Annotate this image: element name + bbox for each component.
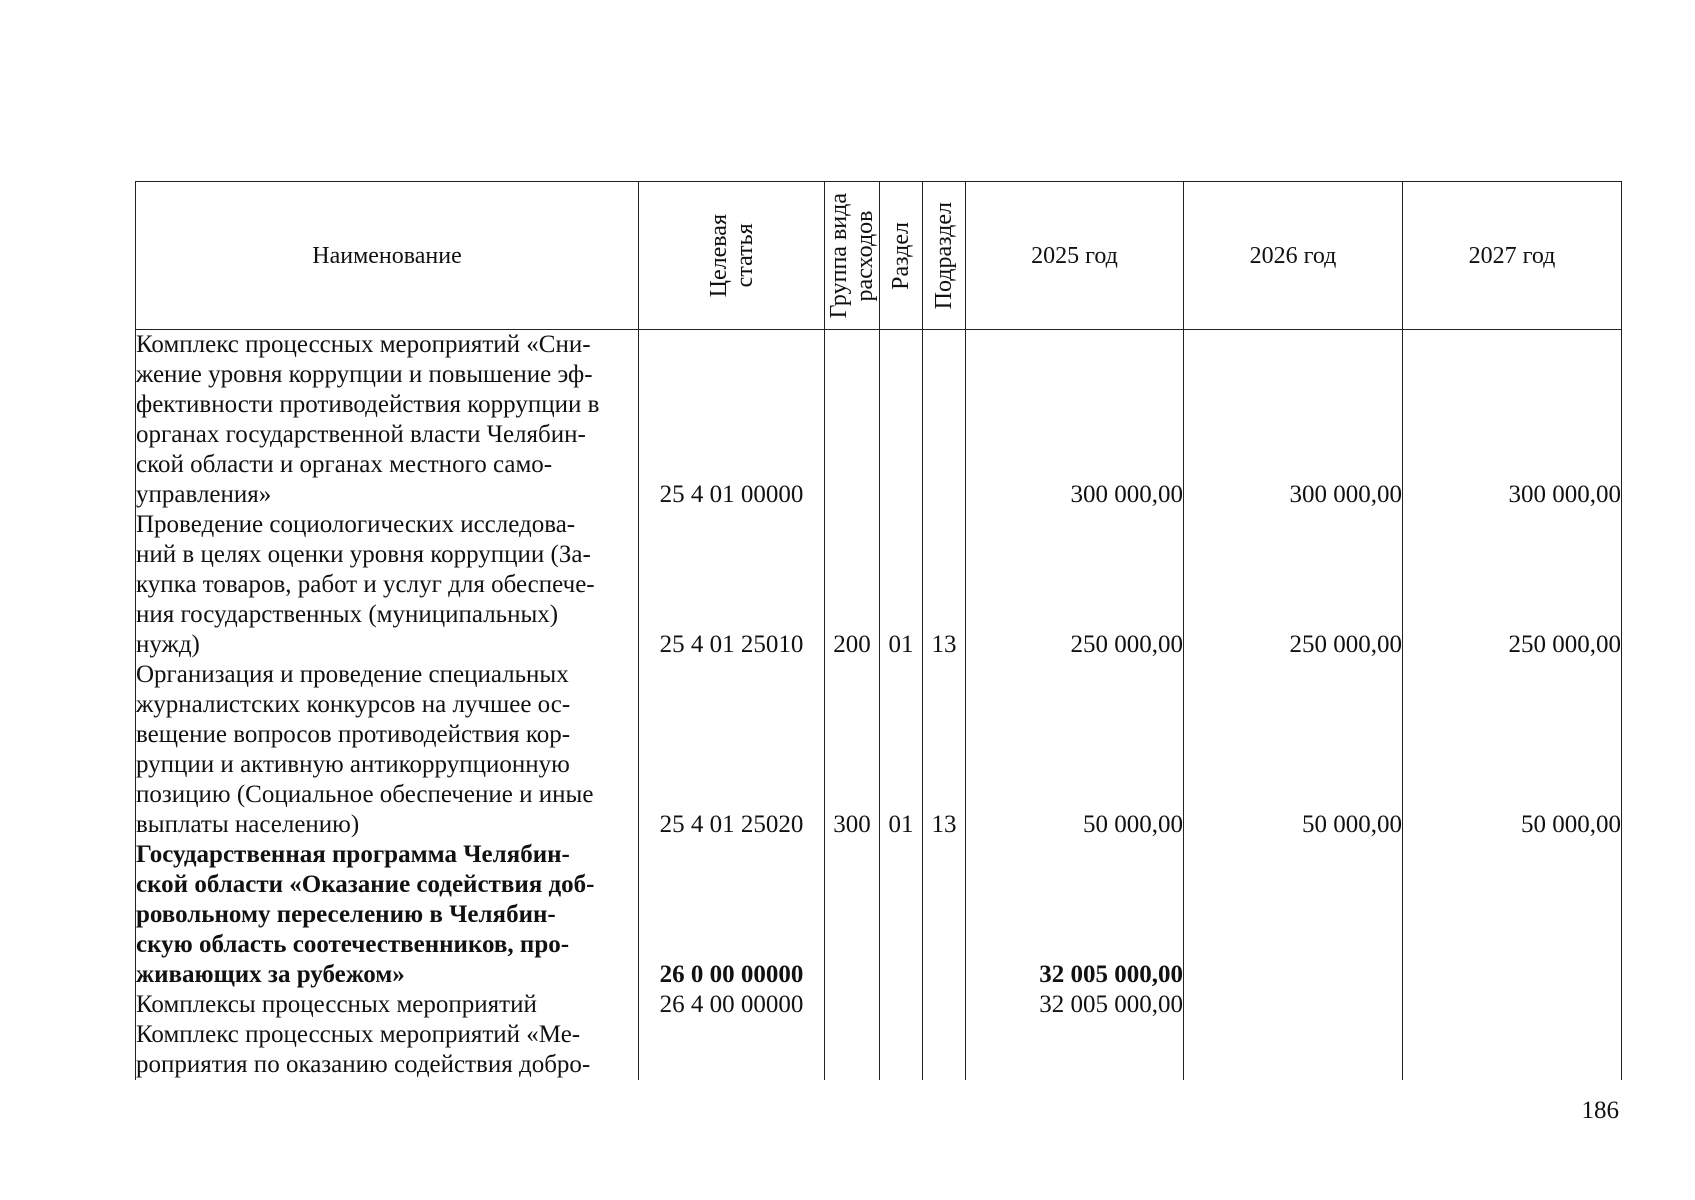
row-name-line: рупции и активную антикоррупционную [136,751,570,778]
row-subsection [923,990,966,1020]
row-subsection [923,1020,966,1080]
header-year-2025: 2025 год [966,182,1184,330]
row-target-item: 25 4 01 25020 [639,660,825,840]
row-amount-2025: 32 005 000,00 [966,990,1184,1020]
page-number: 186 [1581,1097,1619,1124]
row-expense-group: 300 [825,660,880,840]
header-target-item-text: Целевая статья [705,213,758,298]
row-name [136,510,639,660]
row-name-line: ской области и органах местного само- [136,451,553,478]
row-amount-2026 [1184,1020,1403,1080]
row-amount-2026 [1184,990,1403,1020]
row-name-line: вещение вопросов противодействия кор- [136,721,571,748]
row-subsection: 13 [923,660,966,840]
row-amount-2027 [1403,990,1622,1020]
budget-table [135,181,1622,1080]
row-amount-2027: 250 000,00 [1403,510,1622,660]
header-name: Наименование [136,182,639,330]
row-amount-2026: 300 000,00 [1184,330,1403,511]
header-year-2027: 2027 год [1403,182,1622,330]
row-name-line: Комплекс процессных мероприятий «Сни- [136,331,591,358]
row-name-line: ровольному переселению в Челябин- [136,901,556,928]
row-target-item: 25 4 01 25010 [639,510,825,660]
row-amount-2025: 50 000,00 [966,660,1184,840]
row-name-line: ской области «Оказание содействия доб- [136,871,595,898]
row-expense-group [825,1020,880,1080]
row-target-item: 26 0 00 00000 [639,840,825,990]
table-header-row [136,182,1622,330]
row-section: 01 [880,510,923,660]
row-amount-2026: 50 000,00 [1184,660,1403,840]
row-amount-2025: 250 000,00 [966,510,1184,660]
row-target-item [639,1020,825,1080]
row-name-line: Комплекс процессных мероприятий «Ме- [136,1021,581,1048]
table-row [136,840,1622,990]
row-name-line: Государственная программа Челябин- [136,841,570,868]
row-name [136,990,639,1020]
row-name-line: Организация и проведение специальных [136,661,569,688]
row-name-line: ния государственных (муниципальных) [136,601,559,628]
table-row [136,330,1622,511]
row-name-line: жение уровня коррупции и повышение эф- [136,361,593,388]
row-name [136,330,639,511]
row-section [880,330,923,511]
row-name-line: нужд) [136,631,200,658]
header-expense-group [825,182,880,330]
row-name-line: ний в целях оценки уровня коррупции (За- [136,541,591,568]
row-target-item: 26 4 00 00000 [639,990,825,1020]
row-name-line: купка товаров, работ и услуг для обеспече- [136,571,595,598]
row-name-line: живающих за рубежом» [136,961,405,988]
row-amount-2026: 250 000,00 [1184,510,1403,660]
row-name-line: скую область соотечественников, про- [136,931,570,958]
row-expense-group: 200 [825,510,880,660]
row-expense-group [825,840,880,990]
row-name-line: фективности противодействия коррупции в [136,391,600,418]
row-name-line: роприятия по оказанию содействия добро- [136,1051,591,1078]
row-amount-2027 [1403,840,1622,990]
row-expense-group [825,990,880,1020]
row-name [136,840,639,990]
header-subsection: Подраздел [923,182,966,330]
row-amount-2026 [1184,840,1403,990]
row-section [880,1020,923,1080]
row-amount-2027 [1403,1020,1622,1080]
row-amount-2025: 32 005 000,00 [966,840,1184,990]
header-expense-group-text: Группа вида расходов [826,192,878,319]
row-name-line: органах государственной власти Челябин- [136,421,586,448]
row-name-line: Комплексы процессных мероприятий [136,991,537,1018]
table-row [136,510,1622,660]
row-name-line: позицию (Социальное обеспечение и иные [136,781,594,808]
row-amount-2025: 300 000,00 [966,330,1184,511]
row-name-line: Проведение социологических исследова- [136,511,576,538]
row-target-item: 25 4 01 00000 [639,330,825,511]
row-section [880,840,923,990]
row-subsection: 13 [923,510,966,660]
row-section [880,990,923,1020]
row-name-line: журналистских конкурсов на лучшее ос- [136,691,571,718]
row-name-line: управления» [136,481,272,508]
row-name [136,660,639,840]
table-body [136,330,1622,1081]
row-expense-group [825,330,880,511]
row-name-line: выплаты населению) [136,811,360,838]
row-section: 01 [880,660,923,840]
table-row [136,1020,1622,1080]
row-amount-2027: 300 000,00 [1403,330,1622,511]
row-subsection [923,330,966,511]
header-section: Раздел [880,182,923,330]
row-amount-2025 [966,1020,1184,1080]
table-row [136,990,1622,1020]
table-row [136,660,1622,840]
row-amount-2027: 50 000,00 [1403,660,1622,840]
header-year-2026: 2026 год [1184,182,1403,330]
header-target-item [639,182,825,330]
row-name [136,1020,639,1080]
row-subsection [923,840,966,990]
